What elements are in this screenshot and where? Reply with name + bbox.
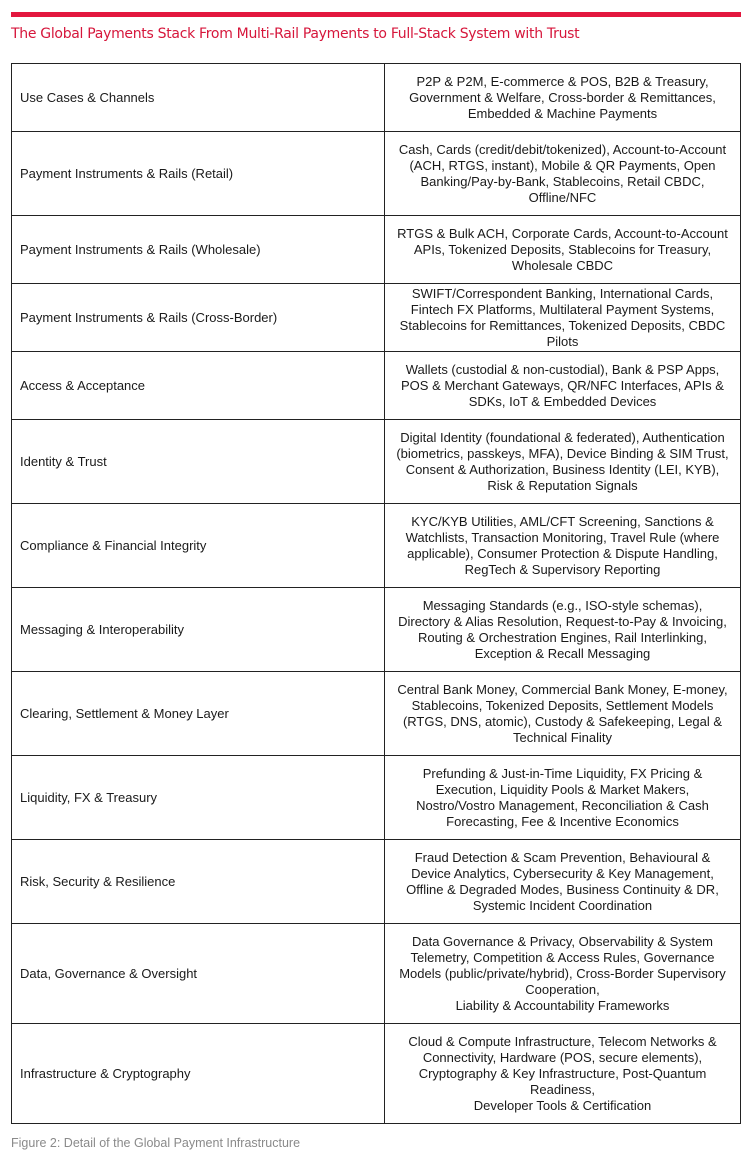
layer-name: Clearing, Settlement & Money Layer	[12, 672, 385, 756]
layer-detail: KYC/KYB Utilities, AML/CFT Screening, Sanctions & Watchlists, Transaction Monitoring, Travel Rule (where applicable), Consumer Protection & Dispute Handling, RegTech & Supervisory Reporting	[385, 504, 741, 588]
layer-name: Messaging & Interoperability	[12, 588, 385, 672]
table-row	[12, 216, 741, 284]
layer-name: Identity & Trust	[12, 420, 385, 504]
page-title: The Global Payments Stack From Multi-Rail Payments to Full-Stack System with Trust	[11, 26, 580, 42]
table-row	[12, 672, 741, 756]
table-row	[12, 64, 741, 132]
layer-detail: SWIFT/Correspondent Banking, International Cards, Fintech FX Platforms, Multilateral Payment Systems, Stablecoins for Remittances, Tokenized Deposits, CBDC Pilots	[385, 284, 741, 352]
layer-name: Risk, Security & Resilience	[12, 840, 385, 924]
layer-name: Payment Instruments & Rails (Cross-Border)	[12, 284, 385, 352]
layer-name: Payment Instruments & Rails (Retail)	[12, 132, 385, 216]
layer-detail: Central Bank Money, Commercial Bank Money, E-money, Stablecoins, Tokenized Deposits, Settlement Models (RTGS, DNS, atomic), Custody & Safekeeping, Legal & Technical Finality	[385, 672, 741, 756]
layer-detail: Prefunding & Just-in-Time Liquidity, FX Pricing & Execution, Liquidity Pools & Market Makers, Nostro/Vostro Management, Reconciliation & Cash Forecasting, Fee & Incentive Economics	[385, 756, 741, 840]
layer-detail: Wallets (custodial & non-custodial), Bank & PSP Apps, POS & Merchant Gateways, QR/NFC Interfaces, APIs & SDKs, IoT & Embedded Devices	[385, 352, 741, 420]
layer-detail: Cash, Cards (credit/debit/tokenized), Account-to-Account (ACH, RTGS, instant), Mobile & QR Payments, Open Banking/Pay-by-Bank, Stablecoins, Retail CBDC, Offline/NFC	[385, 132, 741, 216]
table-row	[12, 420, 741, 504]
layer-detail: Fraud Detection & Scam Prevention, Behavioural & Device Analytics, Cybersecurity & Key Management, Offline & Degraded Modes, Business Continuity & DR, Systemic Incident Coordination	[385, 840, 741, 924]
table-row	[12, 756, 741, 840]
layer-name: Data, Governance & Oversight	[12, 924, 385, 1024]
payments-stack-table	[11, 63, 741, 1124]
layer-detail: RTGS & Bulk ACH, Corporate Cards, Account-to-Account APIs, Tokenized Deposits, Stablecoins for Treasury, Wholesale CBDC	[385, 216, 741, 284]
layer-detail: Data Governance & Privacy, Observability & System Telemetry, Competition & Access Rules, Governance Models (public/private/hybrid), Cross-Border Supervisory Cooperation, Liability & Accountability Frameworks	[385, 924, 741, 1024]
layer-detail: Cloud & Compute Infrastructure, Telecom Networks & Connectivity, Hardware (POS, secure elements), Cryptography & Key Infrastructure, Post-Quantum Readiness, Developer Tools & Certification	[385, 1024, 741, 1124]
layer-name: Access & Acceptance	[12, 352, 385, 420]
layer-name: Payment Instruments & Rails (Wholesale)	[12, 216, 385, 284]
figure-caption: Figure 2: Detail of the Global Payment Infrastructure	[11, 1136, 301, 1150]
table-row	[12, 504, 741, 588]
table-row	[12, 352, 741, 420]
layer-detail: P2P & P2M, E-commerce & POS, B2B & Treasury, Government & Welfare, Cross-border & Remittances, Embedded & Machine Payments	[385, 64, 741, 132]
layer-name: Infrastructure & Cryptography	[12, 1024, 385, 1124]
layer-name: Liquidity, FX & Treasury	[12, 756, 385, 840]
layer-detail: Messaging Standards (e.g., ISO-style schemas), Directory & Alias Resolution, Request-to-Pay & Invoicing, Routing & Orchestration Engines, Rail Interlinking, Exception & Recall Messaging	[385, 588, 741, 672]
layer-name: Use Cases & Channels	[12, 64, 385, 132]
table-row	[12, 132, 741, 216]
table-row	[12, 284, 741, 352]
table-row	[12, 840, 741, 924]
table-row	[12, 588, 741, 672]
table-row	[12, 924, 741, 1024]
title-accent-rule	[11, 12, 741, 17]
table-row	[12, 1024, 741, 1124]
layer-detail: Digital Identity (foundational & federated), Authentication (biometrics, passkeys, MFA), Device Binding & SIM Trust, Consent & Authorization, Business Identity (LEI, KYB), Risk & Reputation Signals	[385, 420, 741, 504]
layer-name: Compliance & Financial Integrity	[12, 504, 385, 588]
